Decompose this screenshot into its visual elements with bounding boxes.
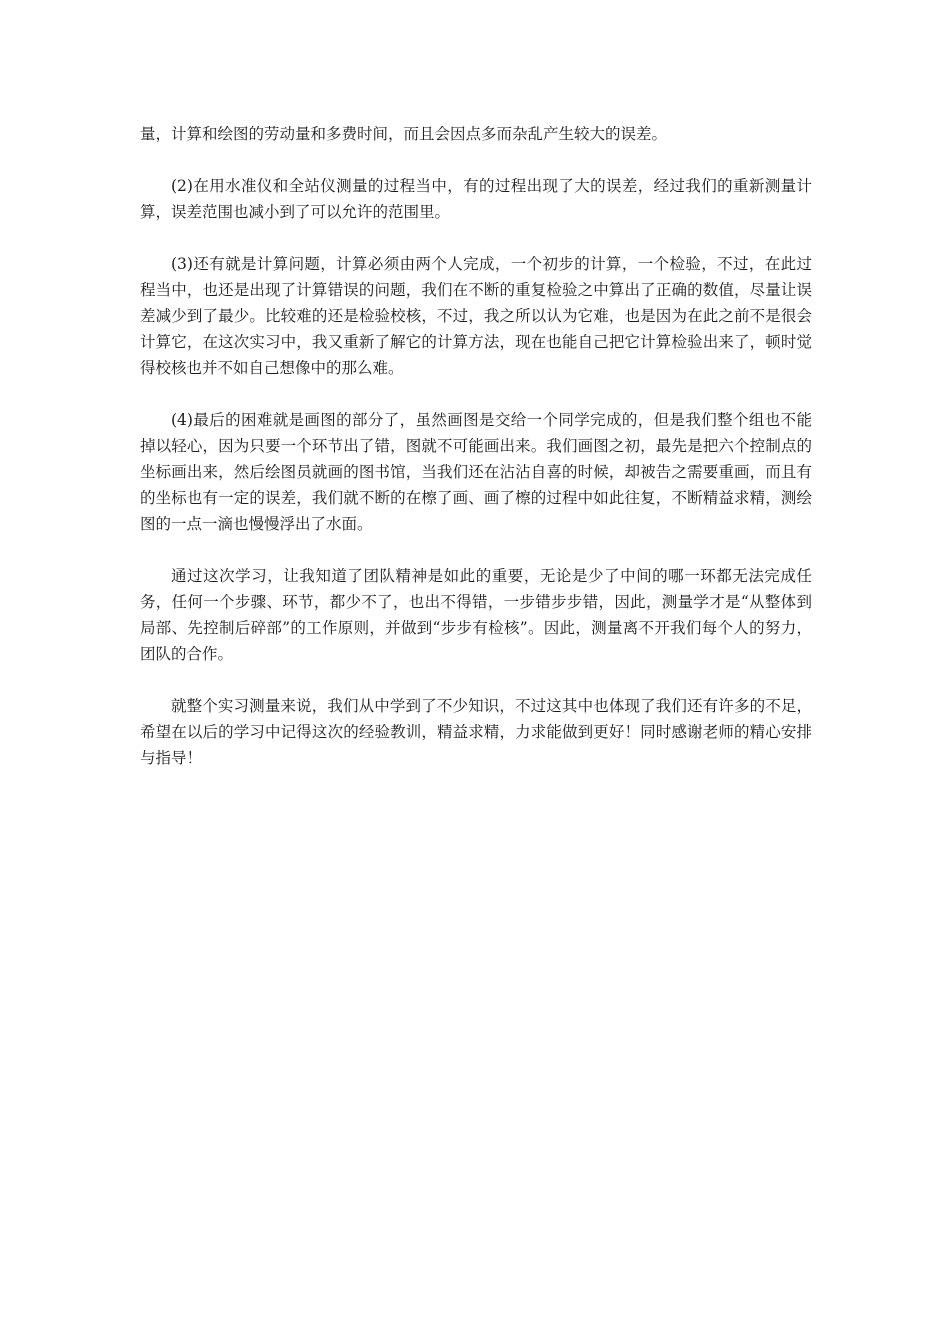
paragraph-summary: 通过这次学习，让我知道了团队精神是如此的重要，无论是少了中间的哪一环都无法完成任务，任何一个步骤、环节，都少不了，也出不得错，一步错步步错，因此，测量学才是“从整体到局部、先控制后碎部”的工作原则，并做到“步步有检核”。因此，测量离不开我们每个人的努力，团队的合作。 [140,567,812,663]
paragraph-continuation: 量，计算和绘图的劳动量和多费时间，而且会因点多而杂乱产生较大的误差。 [140,125,668,143]
paragraph-conclusion: 就整个实习测量来说，我们从中学到了不少知识，不过这其中也体现了我们还有许多的不足，希望在以后的学习中记得这次的经验教训，精益求精，力求能做到更好！同时感谢老师的精心安排与指导！ [140,697,812,767]
paragraph-item-4: (4)最后的困难就是画图的部分了，虽然画图是交给一个同学完成的，但是我们整个组也不能掉以轻心，因为只要一个环节出了错，图就不可能画出来。我们画图之初，最先是把六个控制点的坐标画出来，然后绘图员就画的图书馆，当我们还在沾沾自喜的时候，却被告之需要重画，而且有的坐标也有一定的误差，我们就不断的在檫了画、画了檫的过程中如此往复，不断精益求精，测绘图的一点一滴也慢慢浮出了水面。 [140,411,812,533]
paragraph-item-2: (2)在用水准仪和全站仪测量的过程当中，有的过程出现了大的误差，经过我们的重新测量计算，误差范围也减小到了可以允许的范围里。 [140,177,812,221]
paragraph-item-3: (3)还有就是计算问题，计算必须由两个人完成，一个初步的计算，一个检验，不过，在此过程当中，也还是出现了计算错误的问题，我们在不断的重复检验之中算出了正确的数值，尽量让误差减少到了最少。比较难的还是检验校核，不过，我之所以认为它难，也是因为在此之前不是很会计算它，在这次实习中，我又重新了解它的计算方法，现在也能自己把它计算检验出来了，顿时觉得校核也并不如自己想像中的那么难。 [140,255,812,377]
document-body [140,121,812,797]
